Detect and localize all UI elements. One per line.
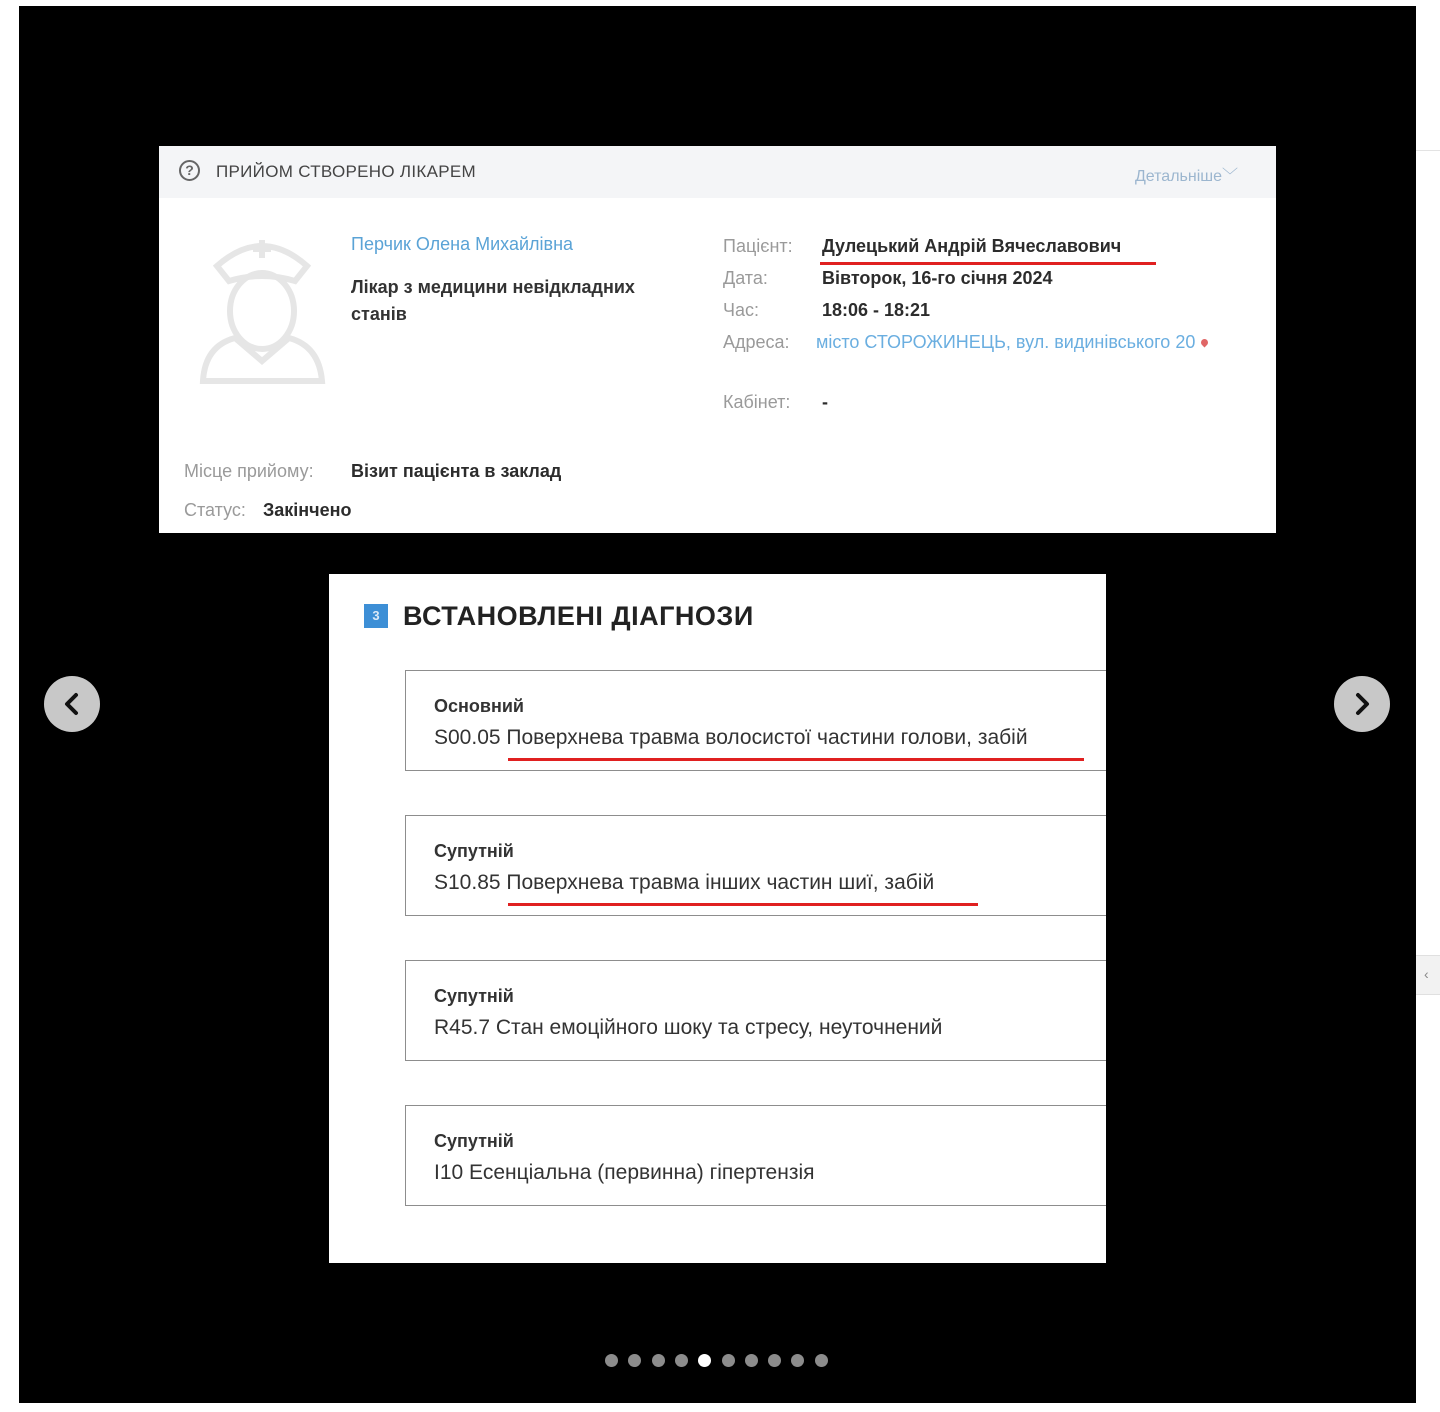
diagnosis-text: Есенціальна (первинна) гіпертензія (469, 1161, 815, 1184)
carousel-dot[interactable] (745, 1354, 758, 1367)
room-value: - (822, 392, 828, 412)
carousel-dot[interactable] (675, 1354, 688, 1367)
date-value: Вівторок, 16-го січня 2024 (822, 268, 1053, 288)
diagnosis-code: I10 (434, 1161, 464, 1184)
diagnosis-underline (508, 758, 1084, 761)
diagnosis-code: S00.05 (434, 726, 501, 749)
diagnosis-description (434, 871, 934, 895)
page-edge (1416, 0, 1440, 1412)
diagnosis-description (434, 1161, 815, 1185)
next-slide-button[interactable] (1334, 676, 1390, 732)
diagnosis-item (405, 670, 1106, 771)
time-label: Час: (723, 300, 760, 320)
diagnosis-code: S10.85 (434, 871, 501, 894)
status-value: Закінчено (263, 500, 352, 520)
appointment-header-title: ПРИЙОМ СТВОРЕНО ЛІКАРЕМ (216, 162, 476, 181)
carousel-dot[interactable] (768, 1354, 781, 1367)
section-title: ВСТАНОВЛЕНІ ДІАГНОЗИ (403, 601, 754, 631)
time-value: 18:06 - 18:21 (822, 300, 931, 320)
section-number-badge: 3 (364, 604, 388, 628)
diagnosis-underline (508, 903, 978, 906)
address-link[interactable]: місто СТОРОЖИНЕЦЬ, вул. видинівського 20 (816, 329, 1246, 356)
chevron-left-icon (62, 692, 82, 716)
date-label: Дата: (723, 268, 768, 288)
carousel-dot[interactable] (605, 1354, 618, 1367)
status-label: Статус: (184, 500, 246, 520)
diagnosis-item (405, 1105, 1106, 1206)
map-pin-icon (1200, 338, 1210, 348)
diagnosis-type: Основний (434, 696, 524, 716)
patient-label: Пацієнт: (723, 236, 793, 256)
help-icon: ? (179, 160, 200, 181)
doctor-avatar-icon (195, 226, 330, 386)
patient-underline (820, 262, 1156, 265)
place-label: Місце прийому: (184, 461, 314, 481)
room-label: Кабінет: (723, 392, 791, 412)
chevron-left-icon: ‹ (1424, 966, 1429, 982)
details-link[interactable]: Детальніше﹀ (1134, 168, 1238, 185)
carousel-dot[interactable] (722, 1354, 735, 1367)
place-value: Візит пацієнта в заклад (351, 461, 562, 481)
diagnosis-type: Супутній (434, 841, 514, 861)
diagnosis-text: Поверхнева травма інших частин шиї, забій (506, 871, 935, 894)
patient-value: Дулецький Андрій Вячеславович (822, 236, 1122, 256)
prev-slide-button[interactable] (44, 676, 100, 732)
doctor-name[interactable]: Перчик Олена Михайлівна (351, 234, 574, 254)
diagnosis-type: Супутній (434, 986, 514, 1006)
diagnosis-text: Стан емоційного шоку та стресу, неуточнений (495, 1016, 943, 1039)
diagnosis-description (434, 726, 1028, 750)
diagnosis-code: R45.7 (434, 1016, 491, 1039)
carousel-dot[interactable] (652, 1354, 665, 1367)
appointment-card (159, 146, 1276, 533)
appointment-header (159, 146, 1276, 198)
diagnosis-description (434, 1016, 942, 1040)
diagnosis-item (405, 815, 1106, 916)
diagnoses-card (329, 574, 1106, 1263)
diagnosis-text: Поверхнева травма волосистої частини голови, забій (506, 726, 1028, 749)
doctor-specialty: Лікар з медицини невідкладних станів (351, 277, 635, 324)
side-tab[interactable] (1416, 955, 1440, 995)
chevron-right-icon (1352, 692, 1372, 716)
chevron-down-icon: ﹀ (1221, 168, 1238, 185)
diagnosis-item (405, 960, 1106, 1061)
address-label: Адреса: (723, 332, 790, 352)
carousel-dot[interactable] (815, 1354, 828, 1367)
diagnosis-type: Супутній (434, 1131, 514, 1151)
